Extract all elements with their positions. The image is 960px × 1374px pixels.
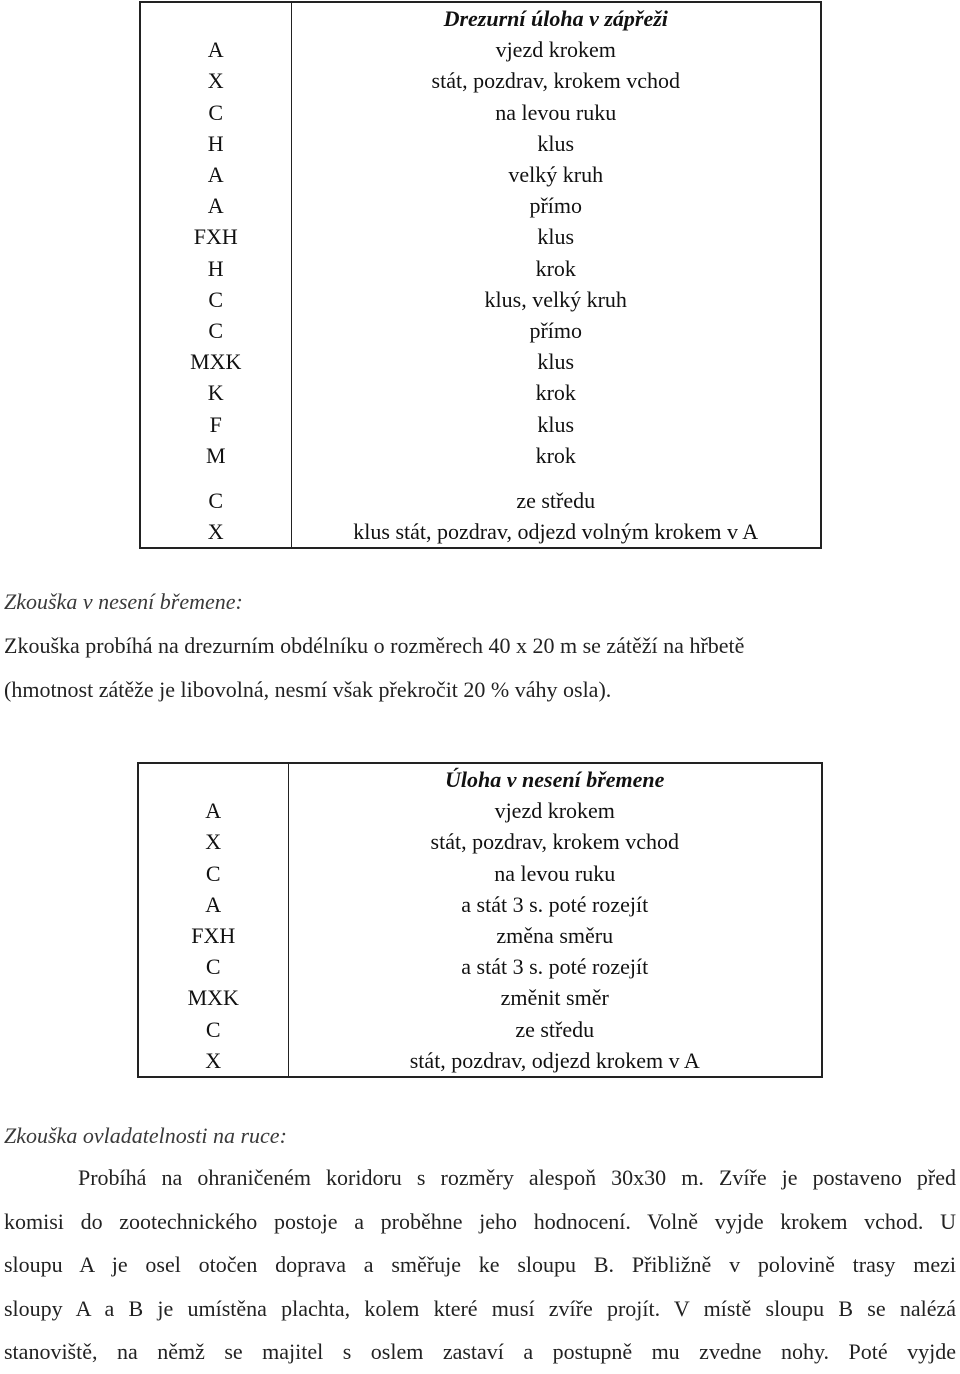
paragraph-line: sloupy A a B je umístěna plachta, kolem které musí zvíře projít. V místě sloupu B se nalézá <box>4 1295 956 1321</box>
paragraph-line: sloupu A je osel otočen doprava a směřuje ke sloupu B. Přibližně v polovině trasy mezi <box>4 1252 956 1277</box>
task-action: přímo <box>529 193 583 219</box>
table-row <box>140 221 821 252</box>
table-row <box>140 128 821 159</box>
arena-mark: C <box>138 951 288 982</box>
paragraph-line: stanoviště, na němž se majitel s oslem zastaví a postupně mu zvedne nohy. Poté vyjde <box>4 1339 956 1364</box>
task-action: ze středu <box>515 1016 595 1042</box>
task-action: klus <box>537 130 575 156</box>
task-action: vjezd krokem <box>494 798 615 824</box>
arena-mark: A <box>140 34 291 65</box>
task-action: a stát 3 s. poté rozejít <box>461 891 649 917</box>
task-action: přímo <box>529 318 583 344</box>
section-heading-hand: Zkouška ovladatelnosti na ruce: <box>4 1123 287 1148</box>
table-row <box>138 826 822 857</box>
section-heading-burden: Zkouška v nesení břemene: <box>4 589 243 614</box>
paragraph-line: (hmotnost zátěže je libovolná, nesmí však překročit 20 % váhy osla). <box>4 677 612 702</box>
arena-mark: X <box>138 1045 288 1077</box>
arena-mark: K <box>140 377 291 408</box>
arena-mark: C <box>140 97 291 128</box>
task-action: klus, velký kruh <box>484 286 627 312</box>
arena-mark: C <box>138 858 288 889</box>
task-action: na levou ruku <box>494 860 616 886</box>
table-row <box>140 159 821 190</box>
arena-mark: F <box>140 409 291 440</box>
task-action: stát, pozdrav, krokem vchod <box>431 68 680 94</box>
table-row <box>140 190 821 221</box>
table-title: Úloha v nesení břemene <box>445 767 665 792</box>
arena-mark: MXK <box>140 346 291 377</box>
arena-mark: A <box>140 159 291 190</box>
task-action: změna směru <box>496 923 614 949</box>
arena-mark: X <box>140 65 291 96</box>
task-action: krok <box>535 255 576 281</box>
table-row <box>140 346 821 377</box>
table-row <box>140 65 821 96</box>
paragraph-line: Probíhá na ohraničeném koridoru s rozměry alespoň 30x30 m. Zvíře je postaveno před <box>78 1165 956 1190</box>
task-action: krok <box>535 380 576 406</box>
task-action: velký kruh <box>508 162 604 188</box>
table-row <box>140 409 821 440</box>
arena-mark: C <box>140 284 291 315</box>
arena-mark: H <box>140 128 291 159</box>
table-row <box>138 1014 822 1045</box>
arena-mark: C <box>140 315 291 346</box>
table-row <box>138 889 822 920</box>
table-title-row <box>140 2 821 34</box>
task-action: klus <box>537 224 575 250</box>
paragraph-line: komisi do zootechnického postoje a proběhne jeho hodnocení. Volně vyjde krokem vchod. U <box>4 1208 956 1234</box>
task-action: vjezd krokem <box>495 37 616 63</box>
arena-mark: C <box>140 485 291 516</box>
arena-mark: X <box>140 516 291 548</box>
table-row <box>140 253 821 284</box>
table-row <box>138 920 822 951</box>
arena-mark: A <box>138 889 288 920</box>
task-action: klus <box>537 411 575 437</box>
task-action: na levou ruku <box>495 99 617 125</box>
burden-task-table <box>137 762 823 1078</box>
task-action: klus <box>537 349 575 375</box>
arena-mark: A <box>140 190 291 221</box>
table-row <box>140 516 821 548</box>
table-title: Drezurní úloha v zápřeži <box>443 6 668 31</box>
task-action: a stát 3 s. poté rozejít <box>461 954 649 980</box>
table-title-row <box>138 763 822 795</box>
table-row <box>140 34 821 65</box>
task-action: stát, pozdrav, krokem vchod <box>430 829 679 855</box>
dressage-task-table <box>139 1 822 549</box>
table-spacer-row <box>140 471 821 485</box>
table-row <box>140 440 821 471</box>
table-row <box>140 377 821 408</box>
task-action: krok <box>535 442 576 468</box>
arena-mark: A <box>138 795 288 826</box>
table-row <box>138 982 822 1013</box>
task-action: změnit směr <box>500 985 609 1011</box>
table-row <box>140 97 821 128</box>
handling-paragraph <box>4 1156 956 1374</box>
paragraph-line: Zkouška probíhá na drezurním obdélníku o rozměrech 40 x 20 m se zátěží na hřbetě <box>4 633 745 658</box>
table-row <box>138 795 822 826</box>
arena-mark: FXH <box>138 920 288 951</box>
table-row <box>138 1045 822 1077</box>
table-row <box>140 315 821 346</box>
arena-mark: C <box>138 1014 288 1045</box>
task-action: ze středu <box>516 488 596 514</box>
arena-mark: FXH <box>140 221 291 252</box>
arena-mark: MXK <box>138 982 288 1013</box>
arena-mark: H <box>140 253 291 284</box>
arena-mark: X <box>138 826 288 857</box>
table-row <box>138 858 822 889</box>
arena-mark: M <box>140 440 291 471</box>
table-row <box>138 951 822 982</box>
task-action: klus stát, pozdrav, odjezd volným krokem v A <box>353 519 759 545</box>
table-row <box>140 284 821 315</box>
table-row <box>140 485 821 516</box>
task-action: stát, pozdrav, odjezd krokem v A <box>409 1047 700 1073</box>
